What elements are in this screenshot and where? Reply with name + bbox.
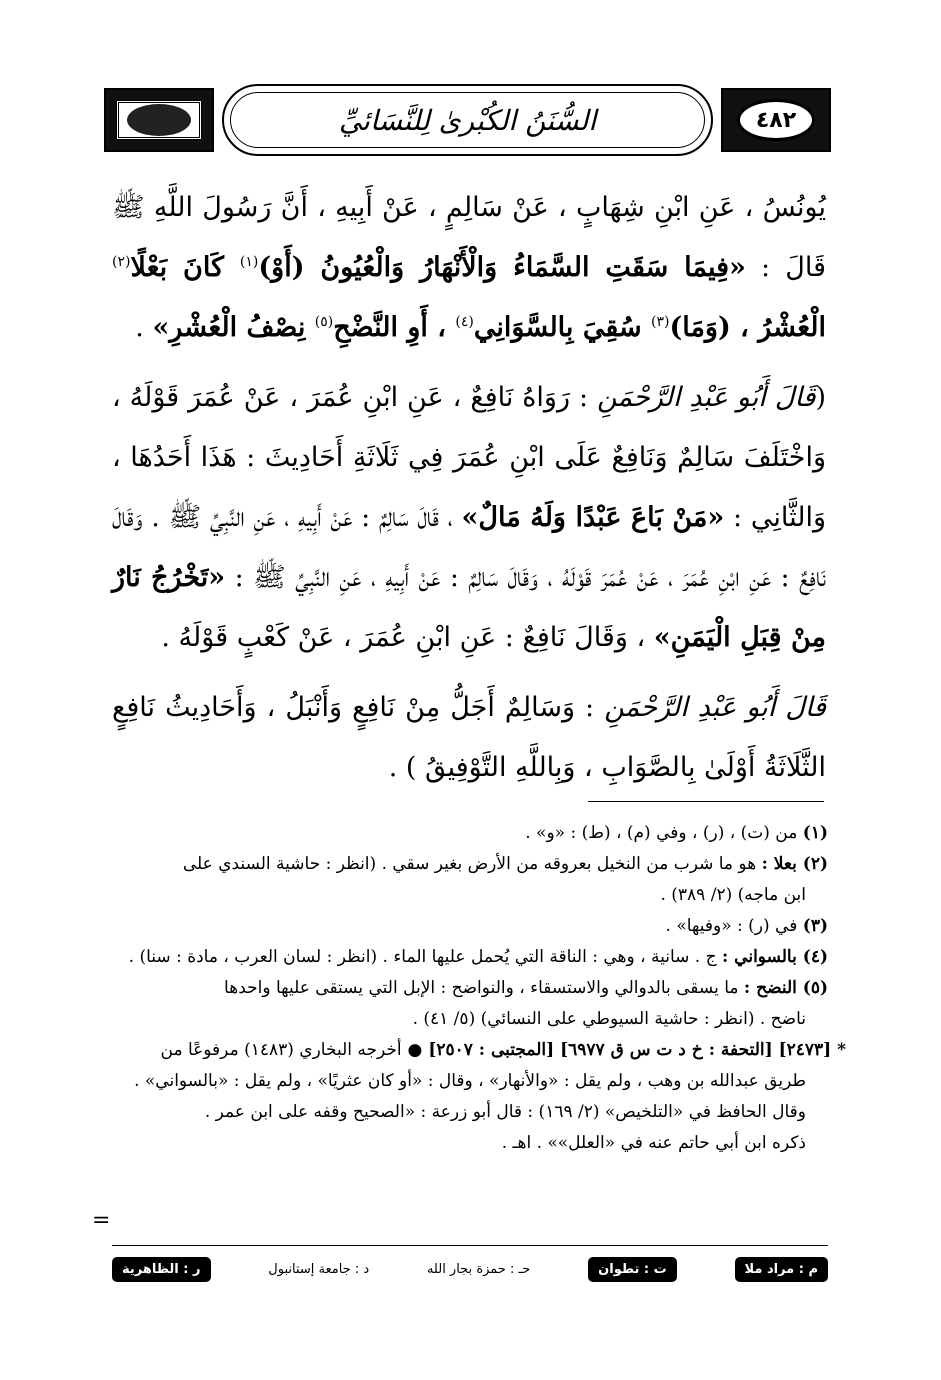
footnote-divider [588, 801, 824, 802]
siglum-t: ت : تطوان [588, 1257, 677, 1282]
footnote-2-continued: ابن ماجه) (٢/ ٣٨٩) . [660, 885, 806, 905]
footnote-ref-4[interactable]: (٤) [455, 314, 474, 330]
commentary-text: ، وَقَالَ نَافِعٌ : عَنِ ابْنِ عُمَرَ ، عَنْ كَعْبٍ قَوْلَهُ . [161, 622, 654, 653]
matn-text: «فِيمَا سَقَتِ السَّمَاءُ وَالْأَنْهَارُ وَالْعُيُونُ (أَوْ) [258, 252, 746, 283]
book-title: السُّنَنُ الكُبْرىٰ لِلنَّسَائيِّ [338, 103, 597, 137]
takhrij-note: * [٢٤٧٣] [التحفة : خ د ت س ق ٦٩٧٧] [المجتبى : ٢٥٠٧] ● أخرجه البخاري (١٤٨٣) مرفوعًا من [160, 1040, 846, 1060]
commentary-text: : رَوَاهُ نَافِعٌ ، عَنِ ابْنِ عُمَرَ ، عَنْ عُمَرَ قَوْلَهُ ، وَاخْتَلَفَ سَالِمٌ وَنَافِعٌ عَلَى ابْنِ عُمَرَ فِي ثَلَاثَةِ أَحَادِيثَ : هَذَا أَحَدُهَا ، وَالثَّانِي : [112, 382, 826, 533]
open-paren: ( [815, 382, 826, 413]
main-text [112, 178, 826, 798]
commentary-text: ، قَالَ سَالِمٌ : عَنْ أَبِيهِ ، عَنِ النَّبِيِّ ﷺ . وَقَالَ نَافِعٌ : عَنِ ابْنِ عُمَرَ ، عَنْ عُمَرَ قَوْلَهُ ، وَقَالَ سَالِمٌ : عَنْ أَبِيهِ ، عَنِ النَّبِيِّ ﷺ : [112, 502, 826, 593]
footnote-ref-3[interactable]: (٣) [651, 314, 670, 330]
author-name: قَالَ أَبُو عَبْدِ الرَّحْمَنِ [597, 382, 816, 413]
matn-text: سُقِيَ بِالسَّوَانِي [473, 312, 651, 343]
seal-frame [116, 100, 202, 140]
matn-text: «مَنْ بَاعَ عَبْدًا وَلَهُ مَالٌ» [461, 502, 725, 533]
matn-text: الْعُشْرُ ، (وَمَا) [669, 312, 826, 343]
commentary-paragraph [112, 678, 826, 798]
siglum-h: حـ : حمزة بجار الله [426, 1261, 531, 1277]
author-name: قَالَ أَبُو عَبْدِ الرَّحْمَنِ [604, 692, 826, 723]
punctuation: . [135, 312, 153, 343]
footnote-3: (٣) في (ر) : «وفيها» . [665, 916, 828, 936]
footnote-ref-5[interactable]: (٥) [314, 314, 334, 330]
page-number-ornament [721, 88, 831, 152]
siglum-r: ر : الظاهرية [112, 1257, 210, 1282]
siglum-d: د : جامعة إستانبول [268, 1261, 370, 1277]
takhrij-continued: طريق عبدالله بن وهب ، ولم يقل : «والأنهار» ، وقال : «أو كان عثريًا» ، ولم يقل : «بالسواني» . [134, 1071, 806, 1091]
matn-text: «تَخْرُجُ نَارٌ مِنْ قِبَلِ الْيَمَنِ» [112, 562, 826, 653]
commentary-text: : وَسَالِمٌ أَجَلُّ مِنْ نَافِعٍ وَأَنْبَلُ ، وَأَحَادِيثُ نَافِعٍ الثَّلَاثَةُ أَوْلَىٰ بِالصَّوَابِ ، وَبِاللَّهِ التَّوْفِيقُ ) . [112, 692, 826, 783]
seal-logo-icon [127, 104, 191, 136]
matn-text: نِصْفُ الْعُشْرِ» [152, 312, 315, 343]
footnote-5: (٥) النضح : ما يسقى بالدوالي والاستسقاء ، والنواضح : الإبل التي يستقى عليها واحدها [224, 978, 828, 998]
continuation-mark: = [92, 1208, 111, 1233]
seal-ornament [104, 88, 214, 152]
title-frame [222, 84, 713, 156]
footnote-1: (١) من (ت) ، (ر) ، وفي (م) ، (ط) : «و» . [525, 823, 828, 843]
footnote-5-continued: ناضح . (انظر : حاشية السيوطي على النسائي) (٥/ ٤١) . [412, 1009, 806, 1029]
footnote-2: (٢) بعلا : هو ما شرب من النخيل بعروقه من الأرض بغير سقي . (انظر : حاشية السندي على [182, 854, 828, 874]
hadith-paragraph [112, 178, 826, 358]
takhrij-code: [٢٤٧٣] [التحفة : خ د ت س ق ٦٩٧٧] [المجتبى : ٢٥٠٧] [428, 1040, 838, 1060]
takhrij-continued: وقال الحافظ في «التلخيص» (٢/ ١٦٩) : قال أبو زرعة : «الصحيح وقفه على ابن عمر . [204, 1102, 806, 1122]
manuscript-sigla-bar [112, 1254, 828, 1284]
matn-text: كَانَ بَعْلًا [130, 252, 240, 283]
page-number: ٤٨٢ [755, 107, 797, 133]
commentary-paragraph [112, 368, 826, 668]
footnotes [112, 818, 846, 1159]
takhrij-continued: ذكره ابن أبي حاتم عنه في «العلل»» . اهـ . [501, 1133, 806, 1153]
star-icon: * [837, 1040, 846, 1060]
footnote-ref-2[interactable]: (٢) [112, 254, 131, 270]
isnad-text: يُونُسُ ، عَنِ ابْنِ شِهَابٍ ، عَنْ سَالِمٍ ، عَنْ أَبِيهِ ، أَنَّ رَسُولَ اللَّهِ ﷺ قَالَ : [112, 192, 827, 283]
bottom-divider [112, 1245, 828, 1246]
bullet-icon: ● [401, 1040, 429, 1060]
matn-text: ، أَوِ النَّضْحِ [333, 312, 456, 343]
page-header [104, 84, 831, 158]
footnote-ref-1[interactable]: (١) [239, 254, 259, 270]
footnote-4: (٤) بالسواني : ج . سانية ، وهي : الناقة التي يُحمل عليها الماء . (انظر : لسان العرب ، مادة : سنا) . [128, 947, 828, 967]
page-number-oval [737, 99, 815, 141]
siglum-m: م : مراد ملا [735, 1257, 829, 1282]
